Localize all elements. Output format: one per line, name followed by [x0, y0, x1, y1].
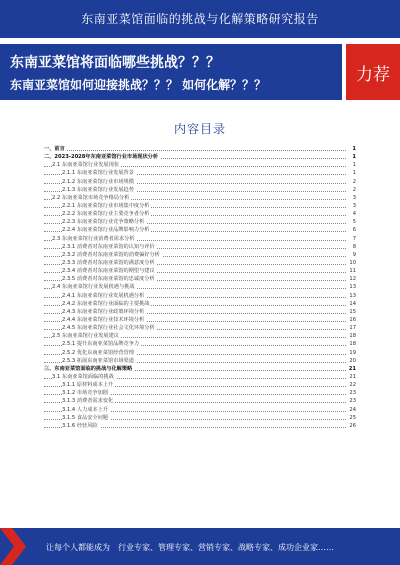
toc-entry[interactable] [44, 357, 356, 365]
toc-entry-page: 3 [346, 194, 356, 202]
toc-entry-label: 2.4.3 东南亚菜馆行业政策环境分析 [62, 308, 145, 315]
chevron-decoration-icon [0, 528, 30, 565]
toc-leader-dots [44, 150, 346, 151]
toc-entry-page: 5 [346, 218, 356, 226]
toc-entry-page: 8 [346, 243, 356, 251]
toc-entry[interactable] [44, 389, 356, 397]
toc-entry-label: 3.1.6 经营风险 [62, 422, 98, 429]
toc-title: 内容目录 [173, 122, 226, 136]
toc-entry[interactable] [44, 406, 356, 414]
toc-entry[interactable] [44, 340, 356, 348]
brand-badge [346, 44, 400, 100]
toc-entry-label: 3.1.5 食品安全问题 [62, 414, 108, 421]
toc-entry-page: 11 [346, 267, 356, 275]
toc-entry-page: 2 [346, 178, 356, 186]
toc-entry[interactable] [44, 218, 356, 226]
toc-entry-page: 10 [346, 259, 356, 267]
toc-entry[interactable] [44, 243, 356, 251]
toc-entry-label: 3.1.3 消费者需求变化 [62, 398, 114, 405]
toc-entry[interactable] [44, 324, 356, 332]
toc-entry-page: 23 [346, 389, 356, 397]
toc-entry[interactable] [44, 275, 356, 283]
toc-entry-label: 3.1.4 人力成本上升 [62, 406, 108, 413]
toc-entry-page: 1 [346, 161, 356, 169]
hero-banner [0, 44, 342, 100]
toc-entry[interactable] [44, 210, 356, 218]
toc-entry-label: 2.3.5 消费者对东南亚菜馆的忠诚度分析 [62, 276, 155, 283]
footer-banner [0, 528, 400, 565]
toc-entry-label: 3.1.2 市场竞争加剧 [62, 390, 108, 397]
toc-entry-label: 3.1 东南亚菜馆面临的挑战 [52, 373, 114, 380]
footer-roles: 行业专家、管理专家、营销专家、战略专家、成功企业家…… [118, 543, 334, 552]
toc-entry-page: 21 [346, 365, 356, 373]
toc-entry[interactable] [44, 259, 356, 267]
toc-entry-label: 2.2.2 东南亚菜馆行业主要竞争者分析 [62, 211, 150, 218]
toc-entry-page: 2 [346, 186, 356, 194]
toc-entry-label: 2.1.3 东南亚菜馆行业发展趋势 [62, 186, 134, 193]
toc-entry[interactable] [44, 373, 356, 381]
toc-entry[interactable] [44, 332, 356, 340]
toc-entry-label: 2.2 东南亚菜馆市场竞争格局分析 [52, 194, 130, 201]
toc-entry-label: 2.3 东南亚菜馆行业消费者需求分析 [52, 235, 135, 242]
toc-entry-label: 2.3.3 消费者对东南亚菜馆的满意度分析 [62, 259, 155, 266]
toc-entry[interactable] [44, 292, 356, 300]
toc-entry-page: 4 [346, 210, 356, 218]
toc-entry-label: 2.5.1 提升东南亚菜馆品牌竞争力 [62, 341, 140, 348]
toc-entry-page: 26 [346, 422, 356, 430]
toc-entry[interactable] [44, 153, 356, 161]
toc-entry-label: 2.1.2 东南亚菜馆行业市场规模 [62, 178, 134, 185]
toc-entry-label: 二、2023-2028年东南亚菜馆行业市场现状分析 [44, 154, 159, 161]
toc-entry[interactable] [44, 267, 356, 275]
toc-entry[interactable] [44, 316, 356, 324]
toc-entry-label: 2.2.1 东南亚菜馆行业市场集中度分析 [62, 202, 150, 209]
toc-entry[interactable] [44, 381, 356, 389]
toc-entry[interactable] [44, 145, 356, 153]
toc-entry-page: 18 [346, 340, 356, 348]
toc-entry[interactable] [44, 194, 356, 202]
toc-entry-page: 3 [346, 202, 356, 210]
toc-entry-page: 7 [346, 235, 356, 243]
toc-entry-label: 2.5.2 优化东南亚菜馆经营管理 [62, 349, 134, 356]
toc-entry-page: 12 [346, 275, 356, 283]
toc-entry-label: 2.5 东南亚菜馆行业发展建议 [52, 333, 119, 340]
toc-entry-page: 15 [346, 308, 356, 316]
toc-entry-label: 2.2.3 东南亚菜馆行业竞争策略分析 [62, 219, 145, 226]
toc-entry-label: 2.4.1 东南亚菜馆行业发展机遇分析 [62, 292, 145, 299]
toc-entry[interactable] [44, 365, 356, 373]
toc-entry-label: 2.5.3 拓展东南亚菜馆市场渠道 [62, 357, 134, 364]
toc-entry[interactable] [44, 226, 356, 234]
toc-entry[interactable] [44, 161, 356, 169]
challenge-question: 东南亚菜馆将面临哪些挑战？？？ [10, 55, 220, 71]
toc-entry-page: 6 [346, 226, 356, 234]
toc-entry[interactable] [44, 300, 356, 308]
footer-tagline: 让每个人都能成为 [46, 543, 110, 552]
toc-entry[interactable] [44, 308, 356, 316]
toc-entry-label: 2.3.1 消费者对东南亚菜馆的认知与评价 [62, 243, 155, 250]
brand-name: 力荐 [356, 65, 390, 85]
toc-entry-page: 25 [346, 414, 356, 422]
toc-entry-page: 1 [346, 169, 356, 177]
table-of-contents [44, 145, 356, 430]
toc-entry-page: 13 [346, 292, 356, 300]
toc-entry[interactable] [44, 397, 356, 405]
toc-entry[interactable] [44, 422, 356, 430]
toc-entry[interactable] [44, 414, 356, 422]
toc-entry-page: 24 [346, 406, 356, 414]
toc-entry-page: 19 [346, 349, 356, 357]
toc-entry[interactable] [44, 283, 356, 291]
toc-entry[interactable] [44, 235, 356, 243]
toc-entry-label: 2.4.2 东南亚菜馆行业面临的主要挑战 [62, 300, 150, 307]
toc-entry-label: 2.1 东南亚菜馆行业发展现状 [52, 162, 119, 169]
toc-entry-page: 18 [346, 332, 356, 340]
toc-entry-label: 2.4.5 东南亚菜馆行业社会文化环境分析 [62, 325, 155, 332]
toc-entry-label: 2.3.4 消费者对东南亚菜馆的期望与建议 [62, 268, 155, 275]
toc-entry-label: 三、东南亚菜馆面临的挑战与化解策略 [44, 365, 133, 372]
toc-entry-page: 13 [346, 283, 356, 291]
toc-entry-page: 16 [346, 316, 356, 324]
toc-entry-label: 2.4 东南亚菜馆行业发展机遇与挑战 [52, 284, 135, 291]
toc-entry-label: 一、前言 [44, 146, 65, 152]
toc-entry-page: 1 [346, 153, 356, 161]
toc-entry[interactable] [44, 251, 356, 259]
toc-entry-page: 1 [346, 145, 356, 153]
toc-entry-label: 2.1.1 东南亚菜馆行业发展背景 [62, 170, 134, 177]
toc-entry-page: 21 [346, 373, 356, 381]
report-title: 东南亚菜馆面临的挑战与化解策略研究报告 [81, 12, 319, 26]
toc-entry[interactable] [44, 202, 356, 210]
toc-entry-page: 14 [346, 300, 356, 308]
toc-entry[interactable] [44, 186, 356, 194]
toc-entry-label: 2.2.4 东南亚菜馆行业品牌影响力分析 [62, 227, 150, 234]
toc-entry-label: 2.4.4 东南亚菜馆行业技术环境分析 [62, 316, 145, 323]
toc-entry[interactable] [44, 349, 356, 357]
toc-entry-page: 9 [346, 251, 356, 259]
top-banner [0, 0, 400, 38]
toc-entry[interactable] [44, 169, 356, 177]
toc-entry-page: 20 [346, 357, 356, 365]
toc-entry-page: 23 [346, 397, 356, 405]
toc-entry[interactable] [44, 178, 356, 186]
toc-entry-label: 3.1.1 原材料成本上升 [62, 382, 114, 389]
toc-entry-label: 2.3.2 消费者对东南亚菜馆的消费偏好分析 [62, 251, 160, 258]
toc-entry-page: 17 [346, 324, 356, 332]
toc-entry-page: 22 [346, 381, 356, 389]
strategy-question: 东南亚菜馆如何迎接挑战？？？ 如何化解？？？ [10, 78, 267, 92]
